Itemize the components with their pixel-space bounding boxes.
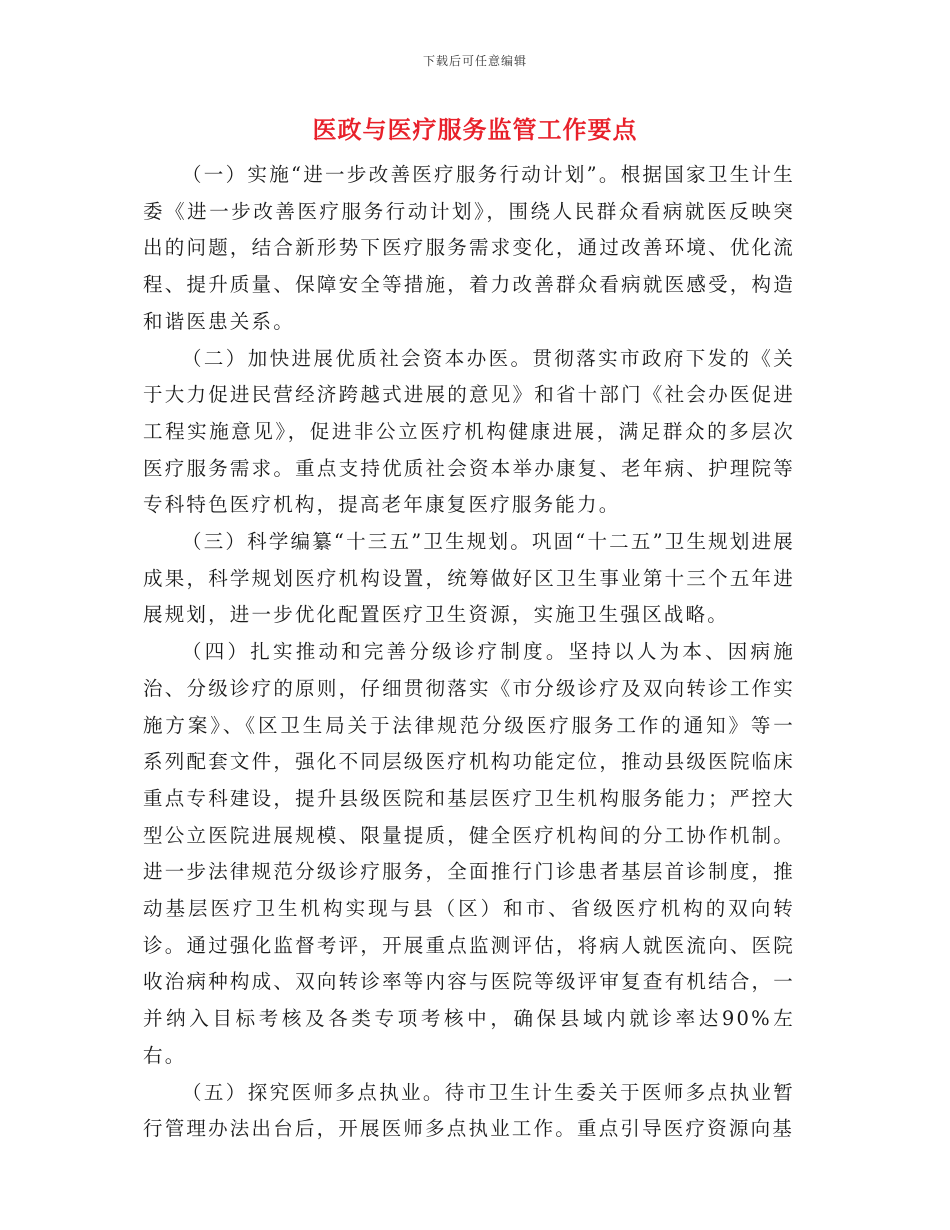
paragraph-5: （五）探究医师多点执业。待市卫生计生委关于医师多点执业暂行管理办法出台后，开展医师多点执业工作。重点引导医疗资源向基: [143, 1080, 795, 1141]
paragraph-2: （二）加快进展优质社会资本办医。贯彻落实市政府下发的《关于大力促进民营经济跨越式进展的意见》和省十部门《社会办医促进工程实施意见》，促进非公立医疗机构健康进展，满足群众的多层次医疗服务需求。重点支持优质社会资本举办康复、老年病、护理院等专科特色医疗机构，提高老年康复医疗服务能力。: [143, 346, 795, 517]
document-title: 医政与医疗服务监管工作要点: [312, 115, 638, 144]
header-note: 下载后可任意编辑: [422, 54, 527, 68]
paragraph-4: （四）扎实推动和完善分级诊疗制度。坚持以人为本、因病施治、分级诊疗的原则，仔细贯彻落实《市分级诊疗及双向转诊工作实施方案》、《区卫生局关于法律规范分级医疗服务工作的通知》等一系列配套文件，强化不同层级医疗机构功能定位，推动县级医院临床重点专科建设，提升县级医院和基层医疗卫生机构服务能力；严控大型公立医院进展规模、限量提质，健全医疗机构间的分工协作机制。进一步法律规范分级诊疗服务，全面推行门诊患者基层首诊制度，推动基层医疗卫生机构实现与县（区）和市、省级医疗机构的双向转诊。通过强化监督考评，开展重点监测评估，将病人就医流向、医院收治病种构成、双向转诊率等内容与医院等级评审复查有机结合，一并纳入目标考核及各类专项考核中，确保县域内就诊率达90%左右。: [143, 640, 795, 1067]
document-body: [143, 157, 795, 1148]
paragraph-3: （三）科学编纂“十三五”卫生规划。巩固“十二五”卫生规划进展成果，科学规划医疗机构设置，统筹做好区卫生事业第十三个五年进展规划，进一步优化配置医疗卫生资源，实施卫生强区战略。: [143, 530, 795, 627]
paragraph-1: （一）实施“进一步改善医疗服务行动计划”。根据国家卫生计生委《进一步改善医疗服务行动计划》，围绕人民群众看病就医反映突出的问题，结合新形势下医疗服务需求变化，通过改善环境、优化流程、提升质量、保障安全等措施，着力改善群众看病就医感受，构造和谐医患关系。: [143, 163, 795, 333]
